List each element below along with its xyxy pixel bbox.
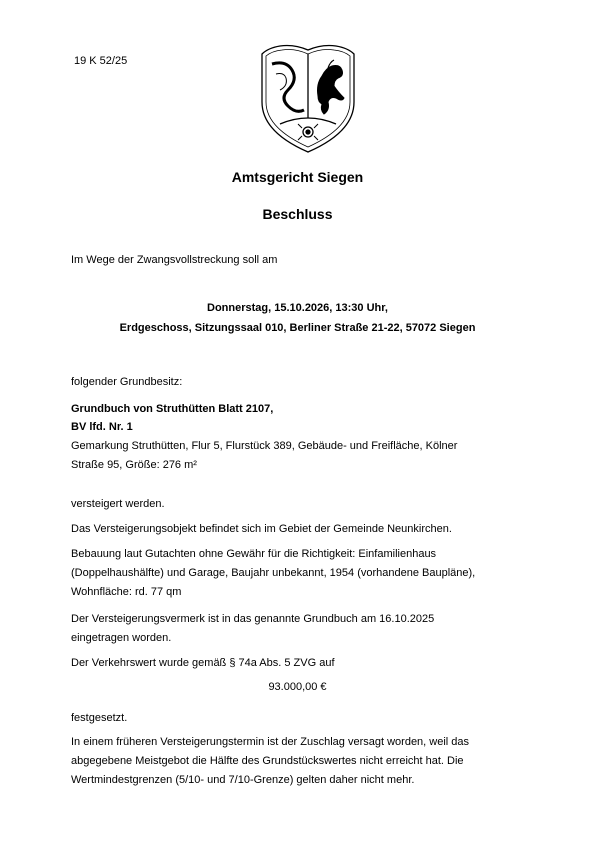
prior-auction-line-2: abgegebene Meistgebot die Hälfte des Grundstückswertes nicht erreicht hat. Die xyxy=(71,755,464,767)
prior-auction-line-1: In einem früheren Versteigerungstermin ist der Zuschlag versagt worden, weil das xyxy=(71,736,470,748)
parcel-description-line-2: Straße 95, Größe: 276 m² xyxy=(71,459,197,471)
hearing-date: Donnerstag, 15.10.2026, 13:30 Uhr, xyxy=(207,302,388,314)
market-value-intro: Der Verkehrswert wurde gemäß § 74a Abs. 5 ZVG auf xyxy=(71,657,335,669)
registration-note-line-1: Der Versteigerungsvermerk ist in das genannte Grundbuch am 16.10.2025 xyxy=(71,613,435,625)
hearing-location: Erdgeschoss, Sitzungssaal 010, Berliner Straße 21-22, 57072 Siegen xyxy=(119,322,476,334)
intro-text: Im Wege der Zwangsvollstreckung soll am xyxy=(71,254,278,266)
market-value-amount: 93.000,00 € xyxy=(268,681,327,693)
prior-auction-line-3: Wertmindestgrenzen (5/10- und 7/10-Grenze) gelten daher nicht mehr. xyxy=(71,774,415,786)
coat-of-arms-icon xyxy=(258,40,358,155)
building-description-line-3: Wohnfläche: rd. 77 qm xyxy=(71,586,182,598)
building-description-line-2: (Doppelhaushälfte) und Garage, Baujahr unbekannt, 1954 (vorhandene Baupläne), xyxy=(71,567,476,579)
parcel-description-line-1: Gemarkung Struthütten, Flur 5, Flurstück 389, Gebäude- und Freifläche, Kölner xyxy=(71,440,458,452)
property-label: folgender Grundbesitz: xyxy=(71,376,183,388)
building-description-line-1: Bebauung laut Gutachten ohne Gewähr für die Richtigkeit: Einfamilienhaus xyxy=(71,548,437,560)
auction-statement: versteigert werden. xyxy=(71,498,165,510)
land-register-entry: Grundbuch von Struthütten Blatt 2107, xyxy=(71,403,274,415)
fixed-statement: festgesetzt. xyxy=(71,712,128,724)
court-name: Amtsgericht Siegen xyxy=(231,169,364,185)
municipality-statement: Das Versteigerungsobjekt befindet sich im Gebiet der Gemeinde Neunkirchen. xyxy=(71,523,452,535)
inventory-number: BV lfd. Nr. 1 xyxy=(71,421,133,433)
file-number: 19 K 52/25 xyxy=(74,55,128,67)
document-type-heading: Beschluss xyxy=(262,206,333,222)
registration-note-line-2: eingetragen worden. xyxy=(71,632,172,644)
